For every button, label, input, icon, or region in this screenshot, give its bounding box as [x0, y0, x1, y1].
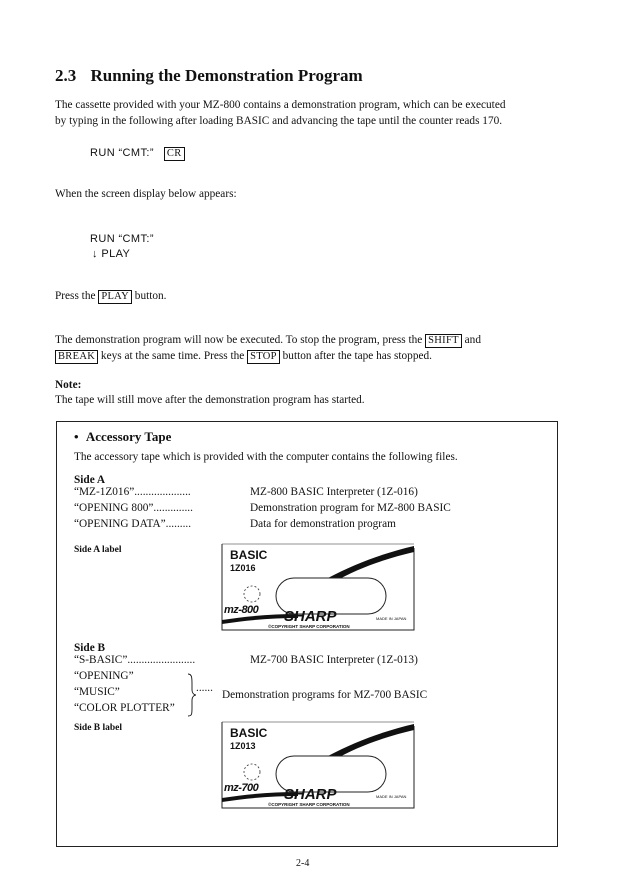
sharp-logo: SHARP	[284, 608, 337, 625]
side-b-group-desc: Demonstration programs for MZ-700 BASIC	[222, 689, 428, 701]
side-a-file-desc: Data for demonstration program	[250, 518, 396, 530]
side-a-title: Side A	[74, 474, 106, 486]
press-text: Press the	[55, 290, 96, 302]
side-b-title: Side B	[74, 642, 106, 654]
group-dots: ......	[196, 682, 213, 694]
down-arrow-icon: ↓	[92, 248, 98, 260]
side-b-file-desc: MZ-700 BASIC Interpreter (1Z-013)	[250, 654, 418, 666]
side-a-file-row	[74, 502, 193, 514]
accessory-desc: The accessory tape which is provided with the computer contains the following files.	[74, 451, 458, 463]
group-brace-icon	[186, 672, 198, 718]
side-a-file-row	[74, 518, 191, 530]
side-a-file-row	[74, 486, 191, 498]
stop-line-1	[55, 332, 481, 348]
section-title: Running the Demonstration Program	[90, 66, 363, 85]
side-b-group-item: “COLOR PLOTTER”	[74, 702, 175, 714]
stop-text-2: keys at the same time. Press the	[100, 350, 245, 362]
side-a-tape-label	[218, 542, 416, 634]
screen-line-1: RUN “CMT:”	[90, 233, 154, 245]
break-key: BREAK	[55, 350, 98, 364]
press-play-line	[55, 288, 167, 304]
file-name: “S-BASIC”	[74, 654, 128, 666]
stop-text-3: button after the tape has stopped.	[282, 350, 432, 362]
file-name: “OPENING 800”	[74, 502, 154, 514]
press-after-text: button.	[134, 290, 167, 302]
accessory-title	[74, 429, 171, 445]
screen-display	[90, 232, 154, 262]
mz-logo: mz-700	[224, 782, 259, 794]
file-dots: .........	[165, 518, 192, 530]
note-title: Note:	[55, 379, 82, 391]
side-a-label-title: Side A label	[74, 545, 122, 555]
side-b-label-title: Side B label	[74, 723, 123, 733]
stop-and: and	[464, 334, 481, 346]
label-copyright: ©COPYRIGHT SHARP CORPORATION	[268, 802, 350, 807]
label-code: 1Z016	[230, 563, 256, 573]
file-dots: ........................	[127, 654, 196, 666]
stop-key: STOP	[247, 350, 280, 364]
play-key: PLAY	[98, 290, 132, 304]
command-text: RUN “CMT:”	[90, 147, 154, 159]
side-b-group-item: “MUSIC”	[74, 686, 120, 698]
command-line	[90, 143, 185, 161]
stop-line-2	[55, 348, 432, 364]
stop-text-1: The demonstration program will now be executed. To stop the program, press the	[55, 334, 423, 346]
file-dots: ..............	[153, 502, 193, 514]
file-name: “OPENING DATA”	[74, 518, 166, 530]
screen-line-2: PLAY	[101, 248, 131, 260]
note-text: The tape will still move after the demonstration program has started.	[55, 394, 365, 406]
label-code: 1Z013	[230, 741, 256, 751]
side-a-file-desc: Demonstration program for MZ-800 BASIC	[250, 502, 451, 514]
section-heading	[55, 66, 363, 86]
file-name: “MZ-1Z016”	[74, 486, 135, 498]
sharp-logo: SHARP	[284, 786, 337, 803]
side-b-tape-label	[218, 720, 416, 812]
shift-key: SHIFT	[425, 334, 462, 348]
accessory-title-text: Accessory Tape	[85, 429, 172, 444]
intro-line-1: The cassette provided with your MZ-800 contains a demonstration program, which can be executed	[55, 99, 506, 111]
file-dots: ....................	[134, 486, 191, 498]
bullet-icon: •	[74, 429, 79, 444]
label-copyright: ©COPYRIGHT SHARP CORPORATION	[268, 624, 350, 629]
section-number: 2.3	[55, 66, 77, 85]
label-made-in: MADE IN JAPAN	[376, 794, 407, 799]
label-basic: BASIC	[230, 726, 268, 740]
label-made-in: MADE IN JAPAN	[376, 616, 407, 621]
side-b-group-item: “OPENING”	[74, 670, 134, 682]
screen-intro: When the screen display below appears:	[55, 188, 237, 200]
page-number: 2-4	[296, 858, 310, 869]
cr-key: CR	[164, 147, 185, 161]
intro-line-2: by typing in the following after loading BASIC and advancing the tape until the counter reads 170.	[55, 115, 503, 127]
side-b-file-row	[74, 654, 195, 666]
side-a-file-desc: MZ-800 BASIC Interpreter (1Z-016)	[250, 486, 418, 498]
mz-logo: mz-800	[224, 604, 259, 616]
label-basic: BASIC	[230, 548, 268, 562]
